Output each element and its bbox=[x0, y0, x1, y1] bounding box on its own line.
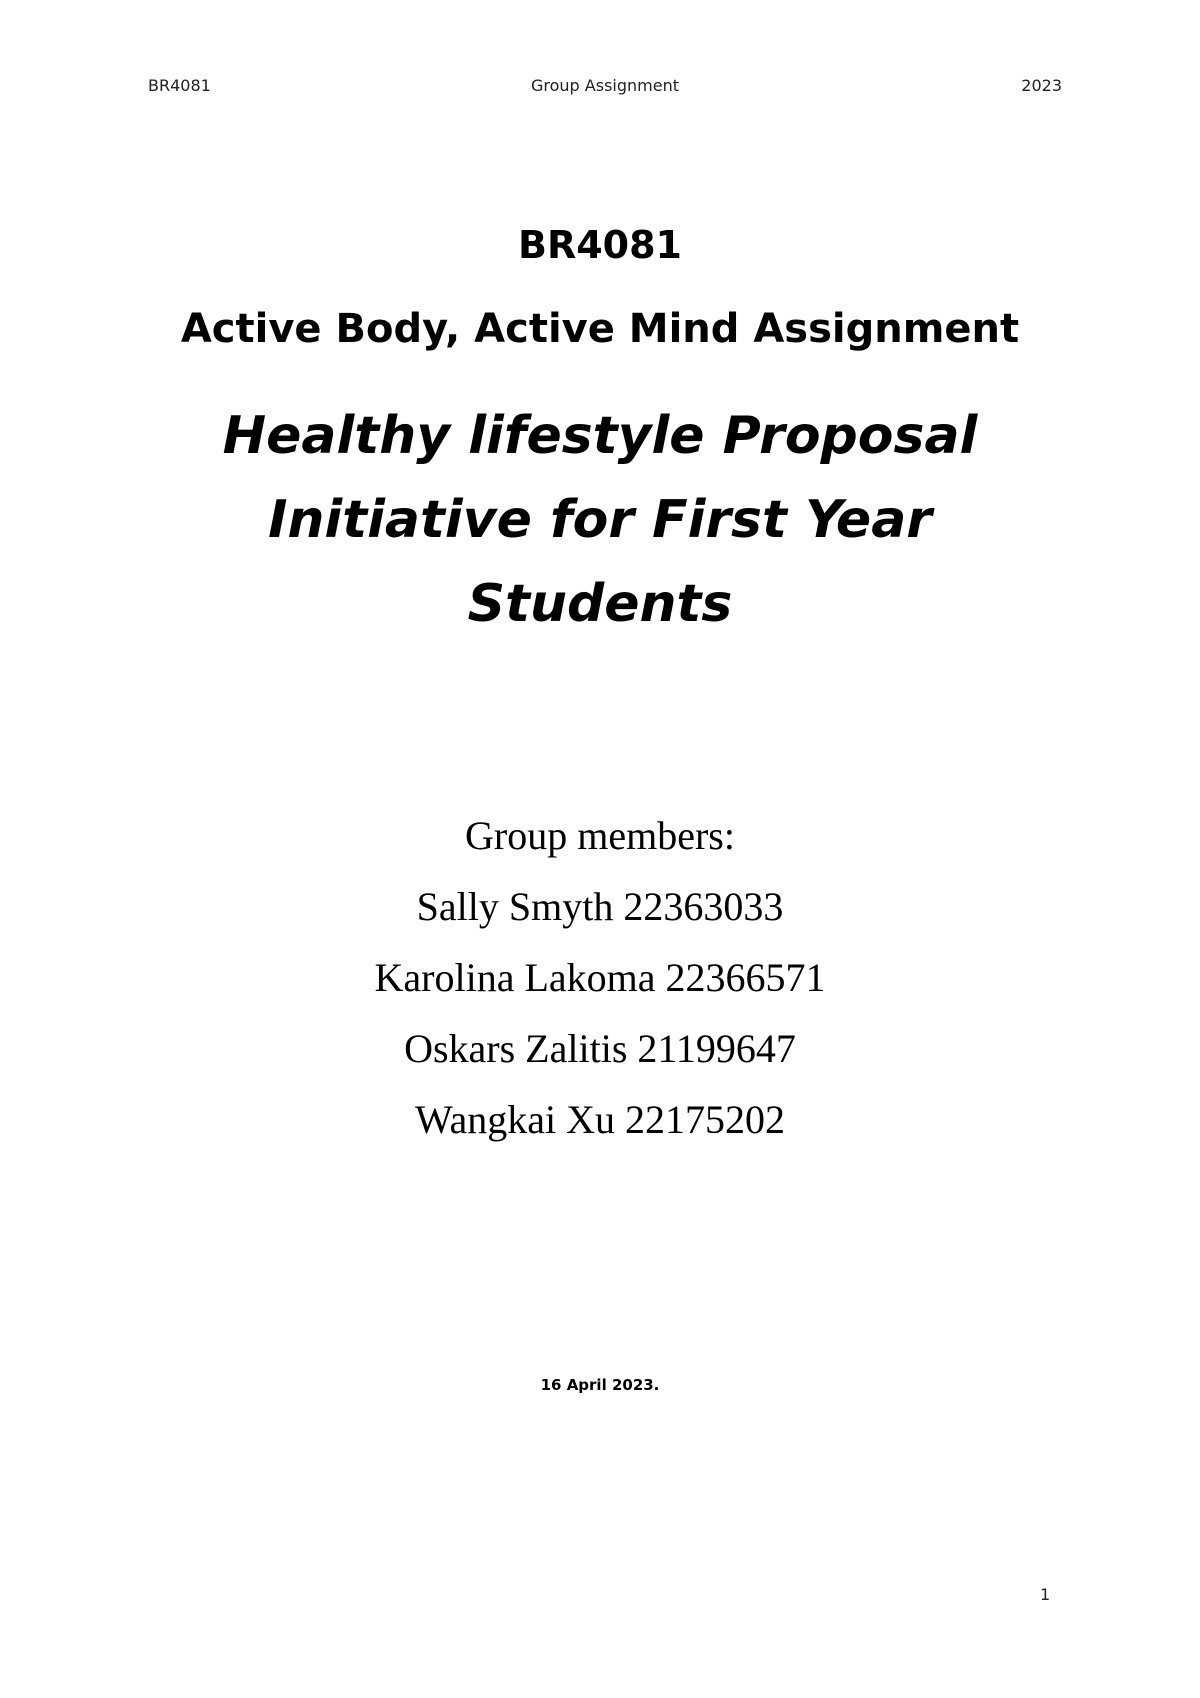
header-year: 2023 bbox=[1021, 76, 1062, 95]
proposal-title-line: Students bbox=[467, 574, 733, 634]
course-code-title: BR4081 bbox=[518, 223, 682, 267]
proposal-title bbox=[0, 394, 1200, 646]
submission-date: 16 April 2023. bbox=[540, 1376, 660, 1394]
assignment-title: Active Body, Active Mind Assignment bbox=[180, 306, 1020, 352]
member-entry: Wangkai Xu 22175202 bbox=[414, 1097, 786, 1142]
member-entry: Oskars Zalitis 21199647 bbox=[404, 1026, 796, 1071]
header-course-code: BR4081 bbox=[148, 76, 211, 95]
group-members bbox=[0, 800, 1200, 1155]
proposal-title-line: Initiative for First Year bbox=[268, 490, 932, 550]
header-title: Group Assignment bbox=[531, 76, 679, 95]
member-entry: Sally Smyth 22363033 bbox=[416, 884, 784, 929]
proposal-title-line: Healthy lifestyle Proposal bbox=[222, 406, 978, 466]
page-header bbox=[148, 76, 1062, 100]
group-members-heading: Group members: bbox=[465, 813, 735, 858]
member-entry: Karolina Lakoma 22366571 bbox=[374, 955, 826, 1000]
page-number: 1 bbox=[1040, 1585, 1051, 1604]
